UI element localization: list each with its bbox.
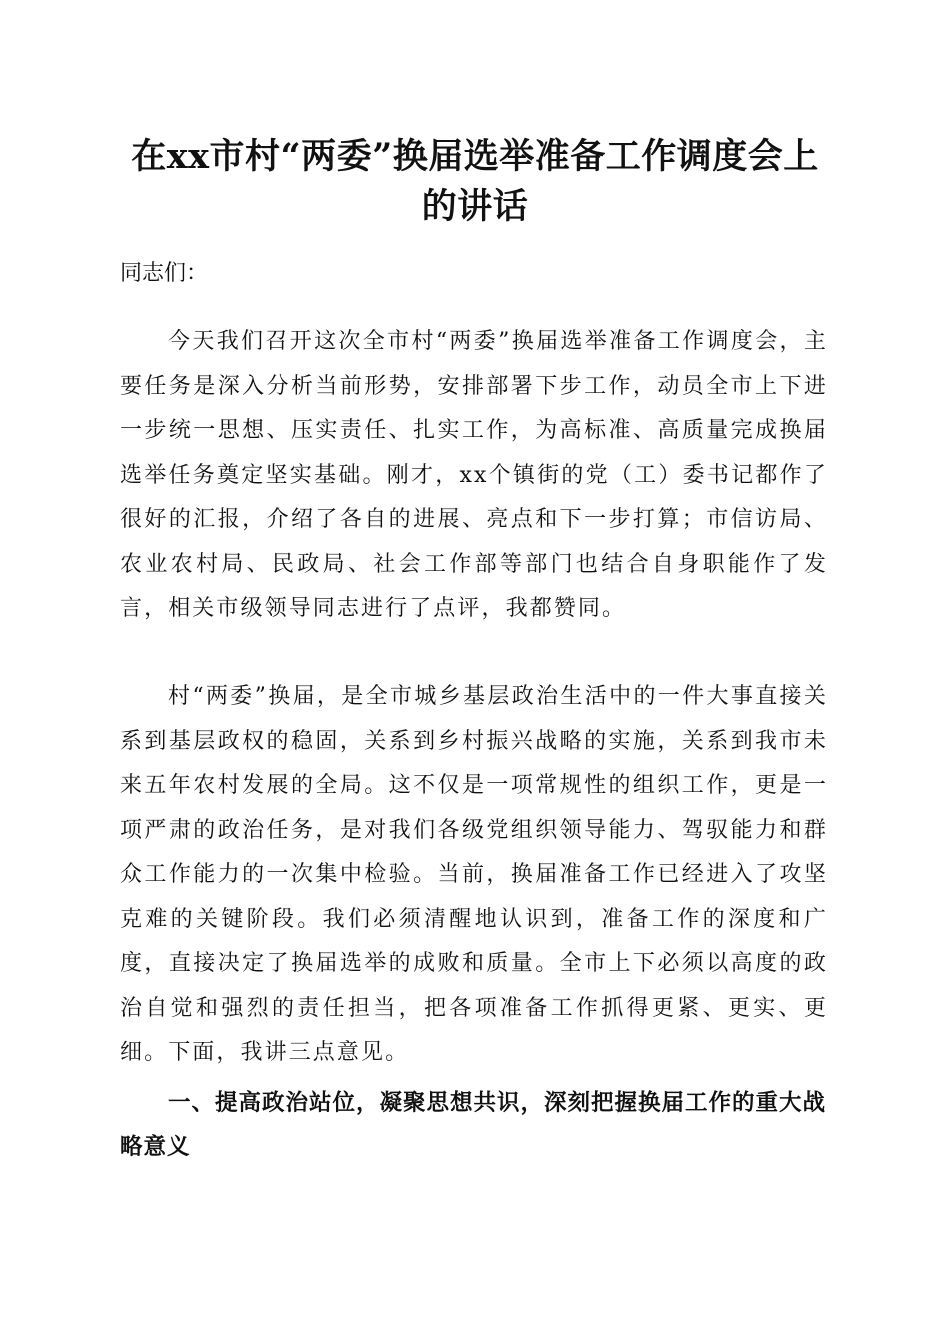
- body-paragraph: 村“两委”换届，是全市城乡基层政治生活中的一件大事直接关系到基层政权的稳固，关系到乡村振兴战略的实施，关系到我市未来五年农村发展的全局。这不仅是一项常规性的组织工作，更是一项严肃的政治任务，是对我们各级党组织领导能力、驾驭能力和群众工作能力的一次集中检验。当前，换届准备工作已经进入了攻坚克难的关键阶段。我们必须清醒地认识到，准备工作的深度和广度，直接决定了换届选举的成败和质量。全市上下必须以高度的政治自觉和强烈的责任担当，把各项准备工作抓得更紧、更实、更细。下面，我讲三点意见。: [120, 684, 828, 1065]
- document-title: 在xx市村“两委”换届选举准备工作调度会上的讲话: [131, 136, 819, 227]
- salutation: 同志们：: [120, 261, 209, 286]
- section-heading: 一、提高政治站位，凝聚思想共识，深刻把握换届工作的重大战略意义: [120, 1090, 827, 1160]
- body-paragraph: 今天我们召开这次全市村“两委”换届选举准备工作调度会，主要任务是深入分析当前形势，安排部署下步工作，动员全市上下进一步统一思想、压实责任、扎实工作，为高标准、高质量完成换届选举任务奠定坚实基础。刚才，xx个镇街的党（工）委书记都作了很好的汇报，介绍了各自的进展、亮点和下一步打算；市信访局、农业农村局、民政局、社会工作部等部门也结合自身职能作了发言，相关市级领导同志进行了点评，我都赞同。: [120, 329, 828, 621]
